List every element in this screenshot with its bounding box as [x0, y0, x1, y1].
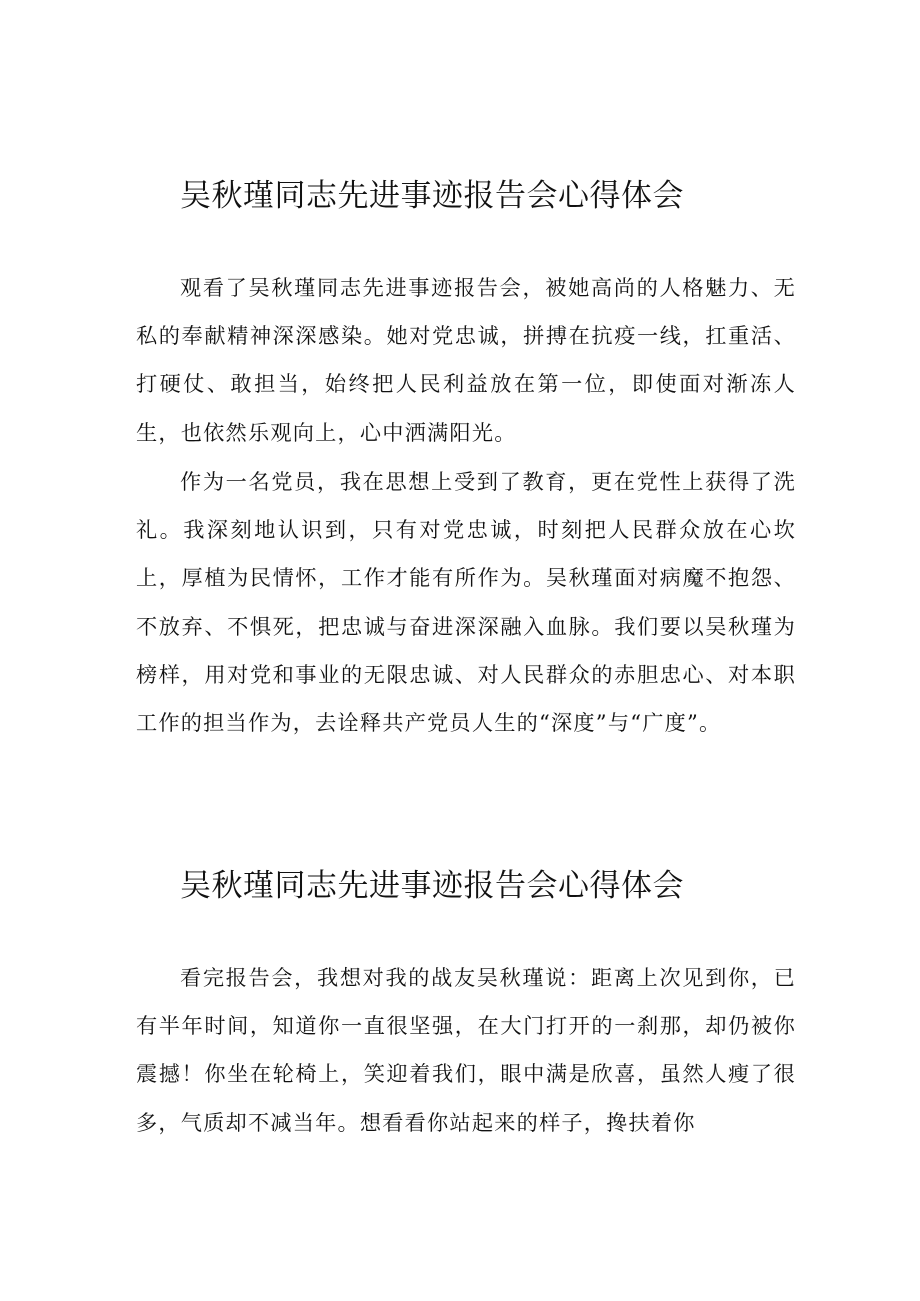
article-title: 吴秋瑾同志先进事迹报告会心得体会	[180, 178, 684, 214]
article-paragraph: 观看了吴秋瑾同志先进事迹报告会，被她高尚的人格魅力、无私的奉献精神深深感染。她对党忠诚，拼搏在抗疫一线，扛重活、打硬仗、敢担当，始终把人民利益放在第一位，即使面对渐冻人生，也依然乐观向上，心中洒满阳光。	[136, 275, 796, 445]
article-title: 吴秋瑾同志先进事迹报告会心得体会	[180, 868, 684, 904]
article-paragraph: 看完报告会，我想对我的战友吴秋瑾说：距离上次见到你，已有半年时间，知道你一直很坚强，在大门打开的一刹那，却仍被你震撼！你坐在轮椅上，笑迎着我们，眼中满是欣喜，虽然人瘦了很多，气质却不减当年。想看看你站起来的样子，搀扶着你	[136, 965, 796, 1135]
article-paragraph: 作为一名党员，我在思想上受到了教育，更在党性上获得了洗礼。我深刻地认识到，只有对党忠诚，时刻把人民群众放在心坎上，厚植为民情怀，工作才能有所作为。吴秋瑾面对病魔不抱怨、不放弃、不惧死，把忠诚与奋进深深融入血脉。我们要以吴秋瑾为榜样，用对党和事业的无限忠诚、对人民群众的赤胆忠心、对本职工作的担当作为，去诠释共产党员人生的“深度”与“广度”。	[136, 469, 796, 736]
